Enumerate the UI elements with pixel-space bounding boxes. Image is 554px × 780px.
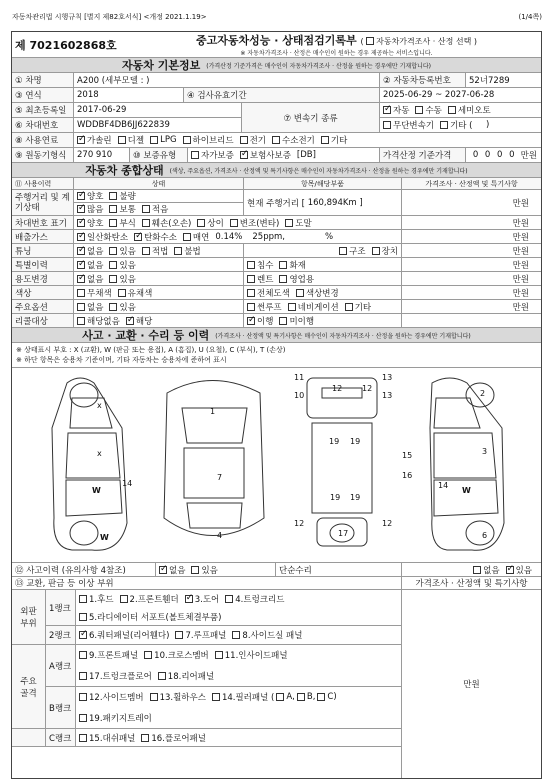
use-none-checkbox[interactable] [77, 275, 85, 283]
parts-price: 만원 [463, 680, 480, 690]
trans-manual-checkbox[interactable] [415, 106, 423, 114]
option-etc-label: 기타 [354, 302, 372, 313]
tuning-legal-checkbox[interactable] [142, 247, 150, 255]
color-price: 만원 [512, 288, 529, 299]
warranty-self-label: 자가보증 [201, 151, 234, 161]
fuel-lpg-checkbox[interactable] [150, 136, 158, 144]
special-price: 만원 [512, 260, 529, 271]
part-7-label: 7.루프패널 [185, 631, 227, 642]
part-6-checkbox[interactable] [79, 631, 87, 639]
trans-cvt-checkbox[interactable] [383, 121, 391, 129]
color-achromatic-checkbox[interactable] [77, 289, 85, 297]
current-mileage [244, 190, 402, 215]
svg-text:7: 7 [217, 473, 223, 482]
svg-text:13: 13 [382, 391, 393, 400]
tuning-structure-label: 구조 [349, 246, 366, 257]
tuning-device-checkbox[interactable] [372, 247, 380, 255]
color-chromatic-label: 유채색 [127, 288, 153, 299]
warranty-label: ⑩ 보증유형 [130, 148, 188, 162]
color-repaint-checkbox[interactable] [247, 289, 255, 297]
part-6-label: 6.쿼터패널(리어휀다) [89, 631, 170, 642]
svg-text:3: 3 [482, 447, 488, 456]
option-label: 주요옵션 [12, 300, 74, 313]
part-5-label: 5.라디에이터 서포트(볼트체결부품) [89, 612, 222, 623]
mileage-many-checkbox[interactable] [77, 205, 85, 213]
part-13-label: 13.휠하우스 [159, 693, 206, 704]
form-title-main: 중고자동차성능 · 상태점검기록부 [196, 34, 357, 47]
trans-auto-checkbox[interactable] [383, 106, 391, 114]
engine-value: 270 910 [74, 148, 130, 162]
part-8-label: 8.사이드실 패널 [242, 631, 303, 642]
svg-text:15: 15 [402, 451, 413, 460]
car-frame-view [307, 378, 377, 546]
tuning-price: 만원 [512, 246, 529, 257]
emission-smoke-checkbox[interactable] [183, 233, 191, 241]
option-sunroof-checkbox[interactable] [247, 303, 255, 311]
fuel-hydrogen-checkbox[interactable] [272, 136, 280, 144]
vin-state-label: 차대번호 표기 [12, 216, 74, 229]
part-10-checkbox[interactable] [144, 651, 152, 659]
recall-none-label: 해당없음 [87, 316, 120, 327]
car-right-side [430, 378, 504, 550]
tuning-illegal-label: 불법 [184, 246, 201, 257]
warranty-db: [DB] [296, 150, 316, 160]
option-navi-label: 네비게이션 [297, 302, 339, 313]
use-yes-label: 있음 [119, 274, 136, 285]
basic-info-note: (가격산정 기준가격은 매수인이 자동차가격조사 · 산정을 원하는 경우에만 기재합니다) [206, 62, 431, 70]
price-basis-value: 0 0 0 0 [472, 150, 517, 160]
special-none-checkbox[interactable] [77, 261, 85, 269]
price-service-checkbox[interactable] [366, 37, 374, 45]
option-navi-checkbox[interactable] [288, 303, 296, 311]
vin-corrosion-checkbox[interactable] [109, 219, 117, 227]
current-mileage-value: 160,894Km [307, 197, 357, 208]
tuning-illegal-checkbox[interactable] [174, 247, 182, 255]
vin-smeared-label: 도말 [295, 218, 312, 229]
engine-label: ⑨ 원동기형식 [12, 148, 74, 162]
vin-damage-checkbox[interactable] [142, 219, 150, 227]
part-9-label: 9.프론트패널 [89, 651, 139, 662]
vin-corrosion-label: 부식 [119, 218, 136, 229]
part-14c-label: C) [327, 692, 337, 703]
part-10-label: 10.크로스멤버 [154, 651, 209, 662]
svg-text:x: x [97, 401, 102, 410]
svg-text:19: 19 [329, 437, 340, 446]
fuel-etc-label: 기타 [330, 136, 348, 146]
car-top-view [164, 381, 264, 536]
simple-none-label: 없음 [483, 565, 500, 576]
color-label: 색상 [12, 286, 74, 299]
part-19-checkbox[interactable] [79, 714, 87, 722]
trans-etc-label: 기타 ( [450, 121, 473, 131]
part-2-checkbox[interactable] [120, 595, 128, 603]
overall-section [12, 163, 541, 177]
vin-differ-checkbox[interactable] [197, 219, 205, 227]
mileage-few-checkbox[interactable] [142, 205, 150, 213]
trans-manual-label: 수동 [425, 106, 442, 116]
year-label: ③ 연식 [12, 88, 74, 102]
simple-yes-checkbox[interactable] [506, 566, 514, 574]
vin-differ-label: 상이 [207, 218, 224, 229]
fuel-electric-label: 전기 [249, 136, 267, 146]
col-price-note: 가격조사 · 산정액 및 특기사항 [402, 178, 541, 189]
legend-note: ※ 하단 항목은 승용차 기준이며, 기타 자동차는 승용차에 준하여 표시 [16, 356, 227, 364]
inspection-record-form [11, 31, 542, 779]
part-9-checkbox[interactable] [79, 651, 87, 659]
basic-info-section [12, 58, 541, 72]
frame-label: 주요 골격 [12, 645, 46, 728]
emission-hc-label: 탄화수소 [144, 232, 177, 243]
fuel-lpg-label: LPG [160, 135, 177, 145]
rankC-label: C랭크 [46, 729, 76, 746]
first-reg-label: ⑤ 최초등록일 [12, 103, 74, 117]
vin-damage-label: 훼손(오손) [151, 218, 192, 229]
part-17-label: 17.트렁크플로어 [89, 671, 152, 682]
rank2-label: 2랭크 [46, 626, 76, 644]
basic-info-title: 자동차 기본정보 [122, 59, 201, 72]
recall-label: 리콜대상 [12, 314, 74, 327]
recall-yes-label: 해당 [135, 316, 153, 327]
trans-cvt-label: 무단변속기 [393, 121, 435, 131]
part-14-checkbox[interactable] [212, 693, 220, 701]
first-reg-value: 2017-06-29 [77, 105, 127, 115]
fuel-label: ⑧ 사용연료 [12, 133, 74, 147]
use-change-price: 만원 [512, 274, 529, 285]
simple-repair-label: 단순수리 [276, 563, 402, 576]
overall-title: 자동차 종합상태 [85, 164, 164, 177]
part-11-checkbox[interactable] [215, 651, 223, 659]
svg-text:4: 4 [217, 531, 223, 540]
form-title-note: ※ 자동차가격조사 · 산정은 매수인이 원하는 경우 제공하는 서비스입니다. [240, 50, 433, 57]
tuning-yes-checkbox[interactable] [109, 247, 117, 255]
recall-notdone-checkbox[interactable] [279, 317, 287, 325]
form-header [12, 12, 542, 22]
warranty-insurance-label: 보험사보증 [249, 151, 291, 161]
page-number: (1/4쪽) [518, 13, 542, 21]
outer-panel-label: 외판 부위 [12, 590, 46, 644]
part-18-checkbox[interactable] [158, 672, 166, 680]
special-none-label: 없음 [87, 260, 104, 271]
part-17-checkbox[interactable] [79, 672, 87, 680]
part-8-checkbox[interactable] [232, 631, 240, 639]
warranty-self-checkbox[interactable] [191, 151, 199, 159]
diagram-labels [92, 373, 487, 542]
trans-etc-checkbox[interactable] [440, 121, 448, 129]
vin-state-price: 만원 [512, 218, 529, 229]
svg-text:12: 12 [294, 519, 305, 528]
trans-semi-checkbox[interactable] [448, 106, 456, 114]
vin-good-label: 양호 [87, 218, 104, 229]
svg-text:10: 10 [294, 391, 305, 400]
emission-smoke-unit: % [324, 231, 334, 242]
price-basis-label: 가격산정 기준가격 [380, 148, 466, 162]
svg-text:12: 12 [362, 384, 373, 393]
use-business-label: 영업용 [289, 274, 315, 285]
tuning-device-label: 장치 [381, 246, 398, 257]
reg-number-label: ② 자동차등록번호 [380, 73, 466, 87]
svg-text:19: 19 [350, 493, 361, 502]
recall-price [402, 314, 541, 327]
option-none-label: 없음 [87, 302, 104, 313]
use-rent-label: 렌트 [257, 274, 274, 285]
special-yes-checkbox[interactable] [109, 261, 117, 269]
part-15-checkbox[interactable] [79, 734, 87, 742]
parts-note: 가격조사 · 산정액 및 특기사항 [415, 579, 528, 589]
accident-legend [12, 343, 541, 368]
fuel-diesel-checkbox[interactable] [118, 136, 126, 144]
part-14a-checkbox[interactable] [276, 693, 284, 701]
part-3-label: 3.도어 [194, 594, 220, 605]
simple-none-checkbox[interactable] [473, 566, 481, 574]
svg-text:6: 6 [482, 531, 488, 540]
emission-price: 만원 [512, 232, 529, 243]
accident-none-label: 없음 [169, 565, 186, 576]
part-19-label: 19.패키지트레이 [89, 713, 152, 724]
use-business-checkbox[interactable] [279, 275, 287, 283]
mileage-good-checkbox[interactable] [77, 192, 85, 200]
car-name-label: ① 차명 [12, 73, 74, 87]
emission-hc-checkbox[interactable] [134, 233, 142, 241]
accident-note: (가격조사 · 산정액 및 특기사항은 매수인이 자동차가격조사 · 산정을 원하는 경우에만 기재합니다) [215, 332, 471, 340]
col-status: 상태 [74, 178, 244, 189]
rankC-spacer [12, 729, 46, 746]
svg-text:x: x [97, 449, 102, 458]
special-flood-label: 침수 [257, 260, 274, 271]
special-fire-checkbox[interactable] [279, 261, 287, 269]
vin-smeared-checkbox[interactable] [285, 219, 293, 227]
car-diagram [12, 368, 541, 563]
option-none-checkbox[interactable] [77, 303, 85, 311]
title-open: ( [360, 37, 364, 46]
part-14b-label: B, [306, 692, 316, 703]
svg-text:W: W [92, 486, 101, 495]
mileage-price: 만원 [512, 198, 529, 209]
option-yes-label: 있음 [119, 302, 136, 313]
part-1-checkbox[interactable] [79, 595, 87, 603]
color-repaint-label: 전체도색 [257, 288, 290, 299]
fuel-hydrogen-label: 수소전기 [282, 136, 315, 146]
color-change-checkbox[interactable] [296, 289, 304, 297]
record-number [12, 32, 132, 57]
recall-none-checkbox[interactable] [77, 317, 85, 325]
rankB-label: B랭크 [46, 687, 76, 728]
part-15-label: 15.대쉬패널 [89, 733, 136, 744]
svg-text:2: 2 [480, 389, 486, 398]
trans-etc-close: ) [486, 120, 490, 130]
color-chromatic-checkbox[interactable] [118, 289, 126, 297]
price-basis-unit: 만원 [520, 151, 537, 161]
special-label: 특별이력 [12, 258, 74, 271]
recall-done-label: 이행 [257, 316, 274, 327]
color-change-label: 색상변경 [305, 288, 339, 299]
fuel-diesel-label: 디젤 [127, 136, 145, 146]
car-diagram-svg [12, 368, 541, 563]
part-14b-checkbox[interactable] [297, 693, 305, 701]
special-fire-label: 화재 [289, 260, 306, 271]
part-18-label: 18.리어패널 [167, 671, 215, 682]
inspection-period-value: 2025-06-29 ~ 2027-06-28 [383, 90, 495, 100]
part-1-label: 1.후드 [89, 594, 114, 605]
vin-altered-checkbox[interactable] [230, 219, 238, 227]
fuel-gasoline-checkbox[interactable] [77, 136, 85, 144]
svg-text:W: W [462, 486, 471, 495]
col-item: 항목/해당부품 [244, 178, 402, 189]
svg-text:1: 1 [210, 407, 216, 416]
recall-done-checkbox[interactable] [247, 317, 255, 325]
mileage-few-label: 적음 [151, 205, 169, 215]
mileage-many-label: 많음 [87, 205, 104, 215]
overall-note: (색상, 주요옵션, 가격조사 · 산정액 및 특기사항은 매수인이 자동차가격조사 · 산정을 원하는 경우에만 기재합니다) [169, 167, 468, 175]
tuning-none-label: 없음 [87, 246, 104, 257]
vin-altered-label: 변조(변타) [239, 218, 280, 229]
part-13-checkbox[interactable] [150, 693, 158, 701]
option-price: 만원 [512, 302, 529, 313]
part-12-checkbox[interactable] [79, 693, 87, 701]
tuning-none-checkbox[interactable] [77, 247, 85, 255]
reg-number-value: 52너7289 [469, 76, 510, 86]
mileage-bad-checkbox[interactable] [109, 192, 117, 200]
vin-good-checkbox[interactable] [77, 219, 85, 227]
record-no-value: 7021602868호 [29, 38, 117, 52]
rankA-label: A랭크 [46, 645, 76, 686]
parts-label: ⑬ 교환, 판금 등 이상 부위 [12, 577, 402, 589]
mileage-normal-checkbox[interactable] [109, 205, 117, 213]
svg-text:14: 14 [122, 479, 133, 488]
svg-text:W: W [100, 533, 109, 542]
part-12-label: 12.사이드멤버 [89, 693, 144, 704]
warranty-insurance-checkbox[interactable] [240, 151, 248, 159]
option-yes-checkbox[interactable] [109, 303, 117, 311]
emission-co-checkbox[interactable] [77, 233, 85, 241]
svg-text:12: 12 [382, 519, 393, 528]
mileage-bad-label: 불량 [119, 192, 136, 202]
simple-yes-label: 있음 [515, 565, 532, 576]
special-yes-label: 있음 [119, 260, 136, 271]
mileage-normal-label: 보통 [119, 205, 136, 215]
legend-symbols: ※ 상태표시 부호 : X (교환), W (판금 또는 용접), A (흠집), U (요철), C (부식), T (손상) [16, 346, 286, 354]
accident-section [12, 328, 541, 342]
current-mileage-label: 현재 주행거리 [ [247, 198, 305, 209]
car-name-value: A200 (세부모델 : ) [74, 73, 380, 87]
accident-yes-label: 있음 [201, 565, 218, 576]
part-2-label: 2.프론트휀더 [129, 594, 179, 605]
record-no-label: 제 [15, 38, 26, 52]
fuel-etc-checkbox[interactable] [321, 136, 329, 144]
regulation-ref: 자동차관리법 시행규칙 [별지 제82호서식] <개정 2021.1.19> [12, 13, 207, 21]
svg-text:13: 13 [382, 373, 393, 382]
use-yes-checkbox[interactable] [109, 275, 117, 283]
svg-text:14: 14 [438, 481, 449, 490]
form-title [132, 32, 541, 57]
use-change-label: 용도변경 [12, 272, 74, 285]
part-11-label: 11.인사이드패널 [224, 651, 288, 662]
emission-co-value: 0.14% [215, 231, 243, 242]
recall-notdone-label: 미이행 [289, 316, 315, 327]
accident-title: 사고 · 교환 · 수리 등 이력 [82, 329, 210, 342]
part-7-checkbox[interactable] [175, 631, 183, 639]
emission-co-label: 일산화탄소 [87, 232, 129, 243]
vin-value: WDDBF4DB6JJ622839 [77, 120, 170, 130]
part-16-label: 16.플로어패널 [151, 733, 206, 744]
trans-auto-label: 자동 [393, 106, 410, 116]
accident-history-label: ⑫ 사고이력 (유의사항 4참조) [12, 563, 156, 576]
color-achromatic-label: 무채색 [87, 288, 112, 299]
accident-yes-checkbox[interactable] [191, 566, 199, 574]
col-usage-history: ⑪ 사용이력 [12, 178, 74, 189]
recall-yes-checkbox[interactable] [126, 317, 134, 325]
transmission-label: ⑦ 변속기 종류 [242, 103, 380, 132]
emission-hc-value: 25ppm, [252, 231, 285, 242]
svg-text:16: 16 [402, 471, 413, 480]
tuning-legal-label: 적법 [151, 246, 169, 257]
fuel-gasoline-label: 가솔린 [87, 136, 112, 146]
part-14c-checkbox[interactable] [317, 693, 325, 701]
inspection-period-label: ④ 검사유효기간 [184, 88, 380, 102]
title-close: ) [473, 37, 477, 46]
rank1-label: 1랭크 [46, 590, 76, 625]
svg-text:19: 19 [330, 493, 341, 502]
accident-none-checkbox[interactable] [159, 566, 167, 574]
year-value: 2018 [74, 88, 184, 102]
part-14-label: 14.필러패널 ( [221, 693, 275, 704]
option-sunroof-label: 썬루프 [257, 302, 282, 313]
part-4-checkbox[interactable] [225, 595, 233, 603]
part-4-label: 4.트렁크리드 [235, 594, 285, 605]
fuel-hybrid-checkbox[interactable] [183, 136, 191, 144]
car-left-side [52, 378, 127, 550]
fuel-electric-checkbox[interactable] [240, 136, 248, 144]
special-flood-checkbox[interactable] [247, 261, 255, 269]
svg-text:19: 19 [350, 437, 361, 446]
trans-semi-label: 세미오토 [457, 106, 491, 116]
fuel-hybrid-label: 하이브리드 [192, 136, 234, 146]
tuning-label: 튜닝 [12, 244, 74, 257]
use-rent-checkbox[interactable] [247, 275, 255, 283]
tuning-yes-label: 있음 [119, 246, 136, 257]
vin-label: ⑥ 차대번호 [12, 118, 74, 132]
tuning-structure-checkbox[interactable] [339, 247, 347, 255]
part-16-checkbox[interactable] [141, 734, 149, 742]
svg-text:12: 12 [332, 384, 343, 393]
emission-label: 배출가스 [12, 230, 74, 243]
svg-text:17: 17 [338, 529, 349, 538]
part-5-checkbox[interactable] [79, 613, 87, 621]
mileage-good-label: 양호 [87, 192, 104, 202]
price-service-label: 자동차가격조사 · 산정 선택 [376, 37, 472, 46]
mileage-label: 주행거리 및 계기상태 [12, 190, 74, 215]
use-none-label: 없음 [87, 274, 104, 285]
option-etc-checkbox[interactable] [345, 303, 353, 311]
emission-smoke-label: 매연 [192, 232, 210, 243]
current-mileage-close: ] [359, 197, 363, 208]
part-14a-label: A, [286, 692, 295, 703]
part-3-checkbox[interactable] [185, 595, 193, 603]
svg-text:11: 11 [294, 373, 305, 382]
